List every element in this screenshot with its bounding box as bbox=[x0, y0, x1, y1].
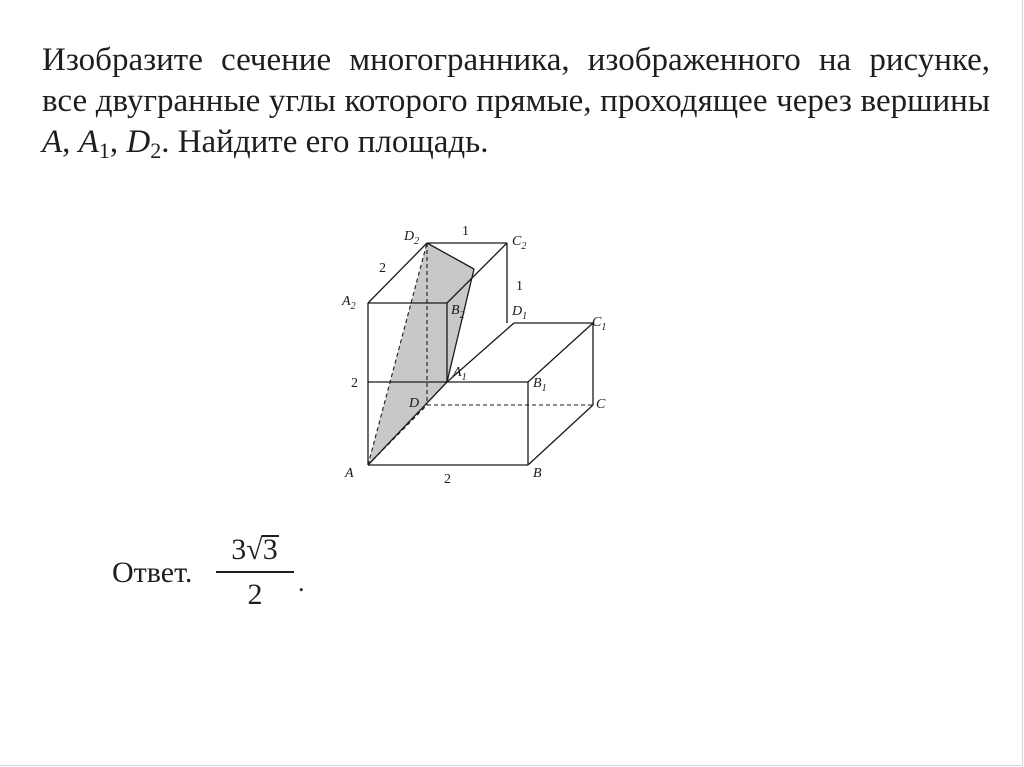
vertex-d2-subscript: 2 bbox=[150, 138, 162, 163]
label-d2: $D_2$ bbox=[404, 229, 420, 247]
length-c2-d1: 1 bbox=[516, 279, 523, 294]
label-c1: $C_1$ bbox=[592, 315, 607, 333]
label-d: D bbox=[409, 396, 420, 411]
label-d1: $D_1$ bbox=[512, 304, 528, 322]
length-a2-d2: 2 bbox=[379, 261, 386, 276]
vertex-d2 bbox=[126, 124, 162, 163]
fraction-denominator: 2 bbox=[247, 578, 263, 611]
vertex-a: A bbox=[42, 124, 63, 160]
fraction-numerator bbox=[216, 532, 294, 568]
fraction-bar bbox=[216, 571, 294, 573]
radical-sign: √ bbox=[246, 533, 263, 566]
label-a2: $A_2$ bbox=[342, 294, 356, 312]
numerator-coefficient: 3 bbox=[231, 533, 247, 566]
label-b1: $B_1$ bbox=[533, 376, 547, 394]
answer-label: Ответ. bbox=[112, 556, 193, 589]
cross-section bbox=[368, 243, 474, 465]
length-a-b: 2 bbox=[444, 472, 451, 487]
polyhedron-figure bbox=[330, 215, 630, 495]
radicand: 3 bbox=[262, 533, 278, 566]
vertex-a1-subscript: 1 bbox=[98, 138, 110, 163]
problem-text-part2: . Найдите его площадь. bbox=[161, 124, 489, 160]
vertex-d2-letter: D bbox=[126, 124, 151, 160]
answer-fraction bbox=[216, 532, 294, 613]
length-d2-c2: 1 bbox=[462, 224, 469, 239]
label-c2: $C_2$ bbox=[512, 234, 527, 252]
vertex-a1-letter: A bbox=[78, 124, 99, 160]
answer-trailing-dot: . bbox=[298, 568, 305, 597]
separator: , bbox=[62, 124, 79, 160]
problem-statement bbox=[42, 40, 990, 163]
label-c: C bbox=[596, 397, 606, 412]
label-a: A bbox=[345, 466, 354, 481]
edge-b-c bbox=[528, 405, 593, 465]
length-a2-a: 2 bbox=[351, 376, 358, 391]
label-b: B bbox=[533, 466, 542, 481]
label-b2: $B_2$ bbox=[451, 303, 465, 321]
separator: , bbox=[109, 124, 127, 160]
edge-b1-c1 bbox=[528, 323, 593, 382]
vertex-a1 bbox=[78, 124, 110, 163]
polyhedron-drawing bbox=[330, 215, 630, 495]
label-a1: $A_1$ bbox=[453, 365, 467, 383]
problem-text-part1: Изобразите сечение многогранника, изображенного на рисунке, все двугранные углы которого прямые, проходящее через вершины bbox=[42, 42, 990, 119]
